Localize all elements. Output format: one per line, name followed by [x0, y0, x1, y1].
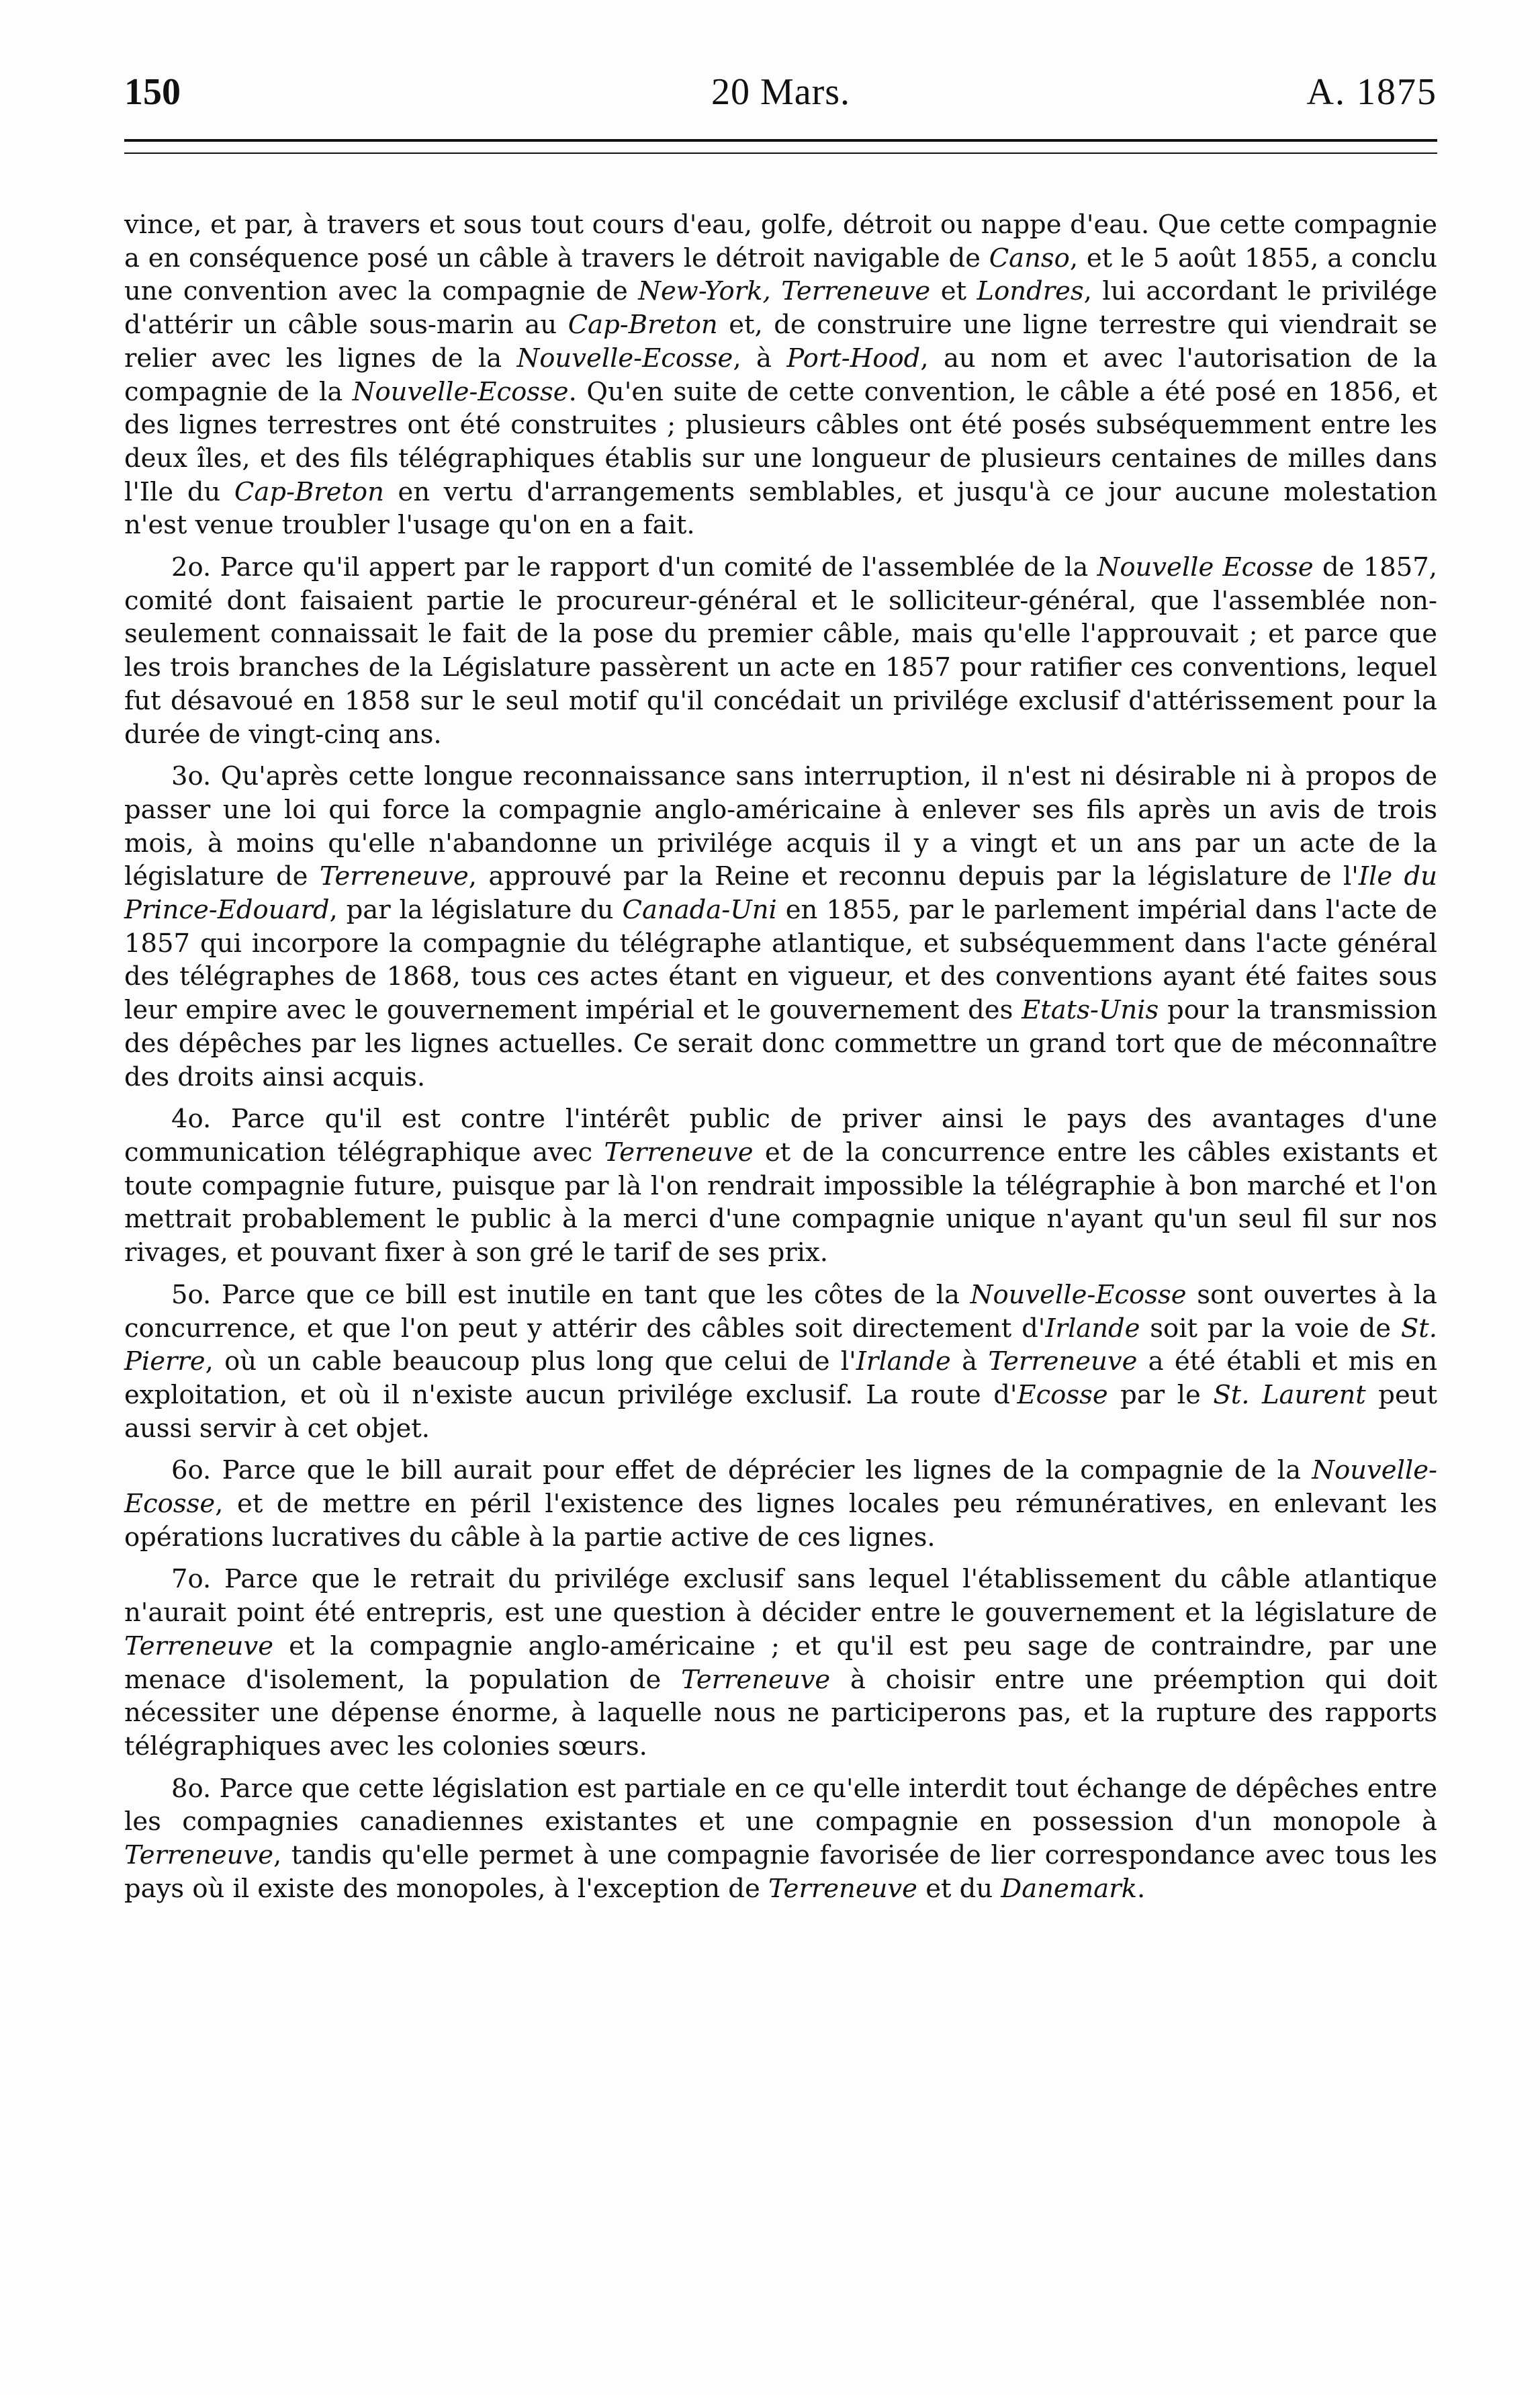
italic-text: St. Laurent — [1213, 1379, 1366, 1410]
text-run: . Qu'en suite de cette convention, le câble a été posé en 1856, et des lignes terrestres ont été construites ; plusieurs câbles ont été posés subséquemment entre les deux îles, et des fils télégraphiques établis sur une longueur de plusieurs centaines de milles dans l'Ile du — [124, 376, 1437, 507]
italic-text: Ecosse — [1017, 1379, 1108, 1410]
italic-text: Terreneuve — [124, 1630, 273, 1661]
text-run: , à — [733, 343, 787, 374]
text-run: 8o. Parce que cette législation est partiale en ce qu'elle interdit tout échange de dépêches entre les compagnies canadiennes existantes et une compagnie en possession d'un monopole à — [124, 1773, 1437, 1837]
italic-text: Terreneuve — [124, 1840, 273, 1871]
text-run: , où un cable beaucoup plus long que celui de l' — [205, 1346, 856, 1377]
text-run: 7o. Parce que le retrait du privilége exclusif sans lequel l'établissement du câble atlantique n'aurait point été entrepris, est une question à décider entre le gouvernement et la législature de — [124, 1564, 1437, 1628]
italic-text: Cap-Breton — [568, 310, 718, 341]
text-run: 3o. Qu'après cette longue reconnaissance sans interruption, il n'est ni désirable ni à propos de passer une loi qui force la compagnie anglo-américaine à enlever ses fils après un avis de trois mois, à moins qu'elle n'abandonne un privilége acquis il y a vingt et un ans par un acte de la législature de — [124, 761, 1437, 892]
text-run: peut aussi servir à cet objet. — [124, 1379, 1438, 1444]
text-run: , au nom et avec l'autorisation de la compagnie de la — [124, 343, 1437, 407]
text-run: 6o. Parce que le bill aurait pour effet de déprécier les lignes de la compagnie de la — [171, 1455, 1312, 1486]
text-run: et, de construire une ligne terrestre qui viendrait se relier avec les lignes de la — [124, 310, 1437, 374]
paragraph — [124, 1102, 1437, 1270]
text-run: à choisir entre une préemption qui doit nécessiter une dépense énorme, à laquelle nous ne participerons pas, et la rupture des rapports télégraphiques avec les colonies sœurs. — [124, 1664, 1438, 1761]
paragraph — [124, 1454, 1437, 1554]
text-run: 5o. Parce que ce bill est inutile en tant que les côtes de la — [171, 1279, 970, 1310]
italic-text: Nouvelle-Ecosse — [124, 1455, 1437, 1520]
text-run: sont ouvertes à la concurrence, et que l'on peut y attérir des câbles soit directement d' — [124, 1279, 1437, 1344]
paragraph — [124, 1278, 1437, 1446]
text-run: et du — [917, 1873, 1001, 1904]
italic-text: Ile du Prince-Edouard — [124, 861, 1437, 926]
italic-text: New-York, Terreneuve — [638, 276, 931, 307]
italic-text: Nouvelle-Ecosse — [970, 1279, 1187, 1310]
text-run: et de la concurrence entre les câbles existants et toute compagnie future, puisque par là l'on rendrait impossible la télégraphie à bon marché et l'on mettrait probablement le public à la merci d'une compagnie unique n'ayant qu'un seul fil sur nos rivages, et pouvant fixer à son gré le tarif de ses prix. — [124, 1137, 1437, 1268]
running-head-date: 20 Mars. — [711, 71, 851, 113]
page-header — [124, 64, 1437, 131]
italic-text: Terreneuve — [604, 1137, 754, 1168]
text-run: . — [1136, 1873, 1146, 1904]
italic-text: Londres — [977, 276, 1084, 307]
text-run: , approuvé par la Reine et reconnu depuis par la législature de l' — [468, 861, 1359, 892]
text-run: , par la législature du — [329, 895, 623, 926]
italic-text: Terreneuve — [319, 861, 469, 892]
text-run: pour la transmission des dépêches par les lignes actuelles. Ce serait donc commettre un grand tort que de méconnaître des droits ainsi acquis. — [124, 995, 1437, 1092]
italic-text: Cap-Breton — [234, 476, 384, 507]
text-run: en 1855, par le parlement impérial dans l'acte de 1857 qui incorpore la compagnie du télégraphe atlantique, et subséquemment dans l'acte général des télégraphes de 1868, tous ces actes étant en vigueur, et des conventions ayant été faites sous leur empire avec le gouvernement impérial et le gouvernement des — [124, 895, 1437, 1026]
paragraph — [124, 1563, 1437, 1763]
text-run: vince, et par, à travers et sous tout cours d'eau, golfe, détroit ou nappe d'eau. Que cette compagnie a en conséquence posé un câble à travers le détroit navigable de — [124, 210, 1437, 273]
text-run: à — [950, 1346, 989, 1377]
italic-text: Terreneuve — [988, 1346, 1138, 1377]
italic-text: Irlande — [1045, 1313, 1140, 1344]
italic-text: Irlande — [856, 1346, 951, 1377]
italic-text: St. Pierre — [124, 1313, 1438, 1377]
text-run: , lui accordant le privilége d'attérir un câble sous-marin au — [124, 276, 1438, 341]
text-run: soit par la voie de — [1140, 1313, 1401, 1344]
text-run: , et le 5 août 1855, a conclu une convention avec la compagnie de — [124, 243, 1437, 307]
text-run: par le — [1107, 1379, 1214, 1410]
text-run: et — [930, 276, 977, 307]
paragraph — [124, 208, 1437, 542]
document-page — [124, 64, 1438, 1904]
italic-text: Nouvelle-Ecosse — [352, 376, 569, 407]
text-run: , tandis qu'elle permet à une compagnie favorisée de lier correspondance avec tous les pays où il existe des monopoles, à l'exception de — [124, 1840, 1437, 1904]
text-run: de 1857, comité dont faisaient partie le procureur-général et le solliciteur-général, que l'assemblée non-seulement connaissait le fait de la pose du premier câble, mais qu'elle l'approuvait ; et parce que les trois branches de la Législature passèrent un acte en 1857 pour ratifier ces conventions, lequel fut désavoué en 1858 sur le seul motif qu'il concédait un privilége exclusif d'attérissement pour la durée de vingt-cinq ans. — [124, 552, 1437, 750]
italic-text: Port-Hood — [786, 343, 921, 374]
text-run: , et de mettre en péril l'existence des lignes locales peu rémunératives, en enlevant les opérations lucratives du câble à la partie active de ces lignes. — [124, 1489, 1437, 1553]
text-run: 2o. Parce qu'il appert par le rapport d'un comité de l'assemblée de la — [171, 552, 1097, 583]
text-run: 4o. Parce qu'il est contre l'intérêt public de priver ainsi le pays des avantages d'une communication télégraphique avec — [124, 1104, 1437, 1168]
text-run: a été établi et mis en exploitation, et où il n'existe aucun privilége exclusif. La route d' — [124, 1346, 1437, 1410]
paragraph — [124, 551, 1437, 751]
running-head-year: A. 1875 — [1306, 71, 1437, 113]
body-text — [124, 208, 1437, 1914]
paragraph — [124, 1772, 1437, 1906]
text-run: en vertu d'arrangements semblables, et jusqu'à ce jour aucune molestation n'est venue troubler l'usage qu'on en a fait. — [124, 476, 1437, 541]
italic-text: Etats-Unis — [1022, 995, 1159, 1026]
italic-text: Canso — [989, 243, 1070, 273]
italic-text: Nouvelle-Ecosse — [516, 343, 733, 374]
italic-text: Nouvelle Ecosse — [1097, 552, 1314, 583]
paragraph — [124, 760, 1437, 1094]
italic-text: Terreneuve — [681, 1664, 831, 1695]
text-run: et la compagnie anglo-américaine ; et qu'il est peu sage de contraindre, par une menace d'isolement, la population de — [124, 1630, 1437, 1695]
header-rule — [124, 139, 1437, 154]
italic-text: Terreneuve — [768, 1873, 917, 1904]
italic-text: Canada-Uni — [622, 895, 777, 926]
page-number: 150 — [124, 71, 181, 113]
italic-text: Danemark — [1001, 1873, 1137, 1904]
